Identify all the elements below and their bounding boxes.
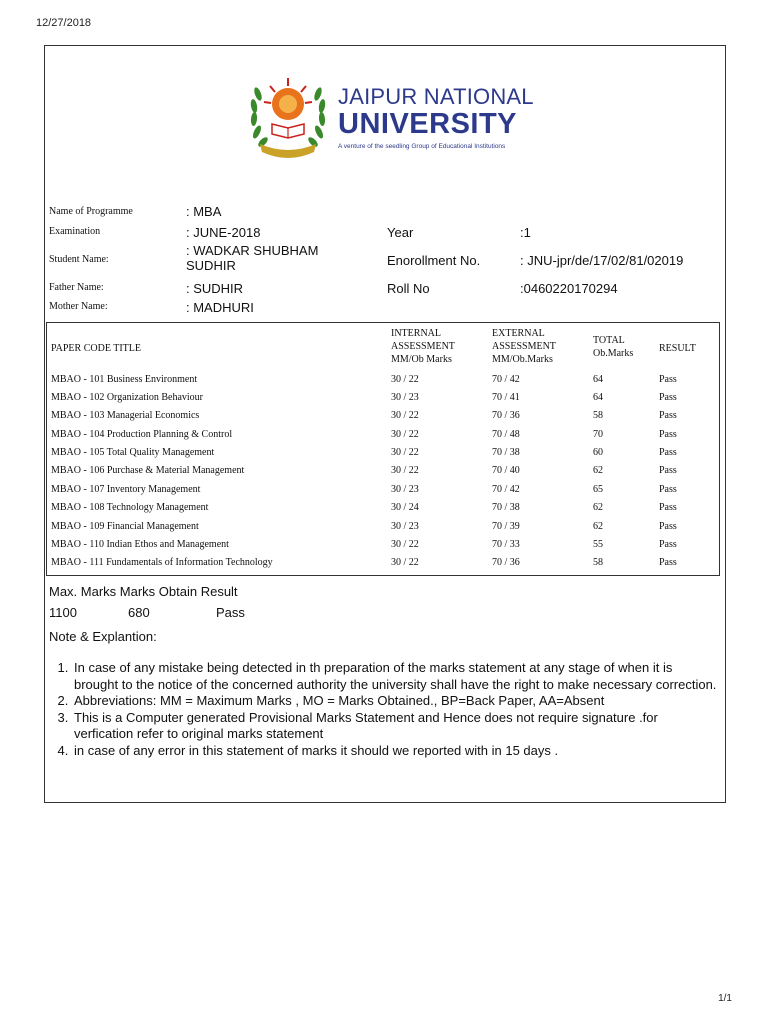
result-cell: Pass [659, 429, 677, 440]
mother-name-value: : MADHURI [186, 300, 254, 315]
table-row [47, 410, 719, 428]
internal-cell: 30 / 24 [391, 502, 419, 513]
internal-cell: 30 / 22 [391, 447, 419, 458]
notes-title: Note & Explantion: [49, 629, 157, 644]
paper-cell: MBAO - 102 Organization Behaviour [51, 392, 204, 403]
result-cell: Pass [659, 539, 677, 550]
result-cell: Pass [659, 374, 677, 385]
external-cell: 70 / 48 [492, 429, 520, 440]
header-total-1: TOTAL [593, 335, 625, 346]
enrollment-value: : JNU-jpr/de/17/02/81/02019 [520, 253, 684, 268]
header-external-3: MM/Ob.Marks [492, 354, 553, 365]
note-item: 4. in case of any error in this statement of marks it should we reported with in 15 days . [72, 743, 720, 760]
note-item: 3. This is a Computer generated Provisional Marks Statement and Hence does not require signature .for verfication refer to original marks statement [72, 710, 720, 743]
marks-obtained-value: 680 [128, 605, 150, 620]
table-row [47, 429, 719, 447]
internal-cell: 30 / 22 [391, 539, 419, 550]
paper-cell: MBAO - 106 Purchase & Material Management [51, 465, 245, 476]
result-cell: Pass [659, 465, 677, 476]
external-cell: 70 / 40 [492, 465, 520, 476]
table-row [47, 465, 719, 483]
notes-list [50, 660, 720, 759]
university-name-line1: JAIPUR NATIONAL [338, 84, 534, 109]
table-row [47, 539, 719, 557]
table-row [47, 392, 719, 410]
total-cell: 65 [593, 484, 603, 495]
table-row [47, 447, 719, 465]
university-name-line2: UNIVERSITY [338, 108, 518, 140]
paper-cell: MBAO - 111 Fundamentals of Information Technology [51, 557, 273, 568]
internal-cell: 30 / 23 [391, 392, 419, 403]
header-external-2: ASSESSMENT [492, 341, 556, 352]
result-cell: Pass [659, 392, 677, 403]
table-row [47, 374, 719, 392]
internal-cell: 30 / 22 [391, 465, 419, 476]
result-cell: Pass [659, 521, 677, 532]
total-cell: 62 [593, 521, 603, 532]
total-cell: 55 [593, 539, 603, 550]
paper-cell: MBAO - 104 Production Planning & Control [51, 429, 233, 440]
result-cell: Pass [659, 484, 677, 495]
programme-value: : MBA [186, 204, 222, 219]
father-name-value: : SUDHIR [186, 281, 244, 296]
print-date: 12/27/2018 [36, 17, 92, 29]
total-cell: 58 [593, 410, 603, 421]
roll-no-label: Roll No [387, 281, 430, 296]
note-item: 2. Abbreviations: MM = Maximum Marks , MO = Marks Obtained., BP=Back Paper, AA=Absent [72, 693, 720, 710]
internal-cell: 30 / 22 [391, 374, 419, 385]
total-cell: 58 [593, 557, 603, 568]
page-number: 1/1 [718, 993, 732, 1004]
result-cell: Pass [659, 557, 677, 568]
university-tagline: A venture of the seedling Group of Educational Institutions [338, 143, 506, 150]
external-cell: 70 / 39 [492, 521, 520, 532]
total-cell: 70 [593, 429, 603, 440]
internal-cell: 30 / 23 [391, 484, 419, 495]
total-cell: 62 [593, 502, 603, 513]
header-internal-3: MM/Ob Marks [391, 354, 452, 365]
summary-heading: Max. Marks Marks Obtain Result [49, 584, 238, 599]
external-cell: 70 / 38 [492, 502, 520, 513]
total-cell: 60 [593, 447, 603, 458]
enrollment-label: Enorollment No. [387, 253, 481, 268]
paper-cell: MBAO - 103 Managerial Economics [51, 410, 200, 421]
external-cell: 70 / 36 [492, 410, 520, 421]
year-value: :1 [520, 225, 531, 240]
overall-result-value: Pass [216, 605, 245, 620]
paper-cell: MBAO - 110 Indian Ethos and Management [51, 539, 229, 550]
header-paper: PAPER CODE TITLE [51, 343, 142, 354]
external-cell: 70 / 38 [492, 447, 520, 458]
paper-cell: MBAO - 108 Technology Management [51, 502, 209, 513]
external-cell: 70 / 42 [492, 484, 520, 495]
internal-cell: 30 / 22 [391, 410, 419, 421]
examination-value: : JUNE-2018 [186, 225, 261, 240]
total-cell: 64 [593, 374, 603, 385]
roll-no-value: :0460220170294 [520, 281, 618, 296]
note-item: 1. In case of any mistake being detected in th preparation of the marks statement at any stage of when it is brought to the notice of the concerned authority the university shall have the right to make necessary correction. [72, 660, 720, 693]
marks-table [46, 322, 720, 576]
year-label: Year [387, 225, 414, 240]
summary-values [49, 605, 349, 621]
result-cell: Pass [659, 502, 677, 513]
university-logo [248, 72, 534, 162]
internal-cell: 30 / 22 [391, 429, 419, 440]
internal-cell: 30 / 23 [391, 521, 419, 532]
table-row [47, 521, 719, 539]
student-name-value: : WADKAR SHUBHAM SUDHIR [186, 243, 319, 273]
external-cell: 70 / 42 [492, 374, 520, 385]
paper-cell: MBAO - 107 Inventory Management [51, 484, 201, 495]
result-cell: Pass [659, 410, 677, 421]
father-name-label: Father Name: [49, 282, 104, 293]
header-result: RESULT [659, 343, 696, 354]
mother-name-label: Mother Name: [49, 301, 108, 312]
header-total-2: Ob.Marks [593, 348, 634, 359]
university-emblem-icon [248, 72, 328, 162]
external-cell: 70 / 33 [492, 539, 520, 550]
total-cell: 64 [593, 392, 603, 403]
programme-label: Name of Programme [49, 206, 133, 217]
external-cell: 70 / 36 [492, 557, 520, 568]
total-cell: 62 [593, 465, 603, 476]
table-row [47, 557, 719, 575]
paper-cell: MBAO - 101 Business Environment [51, 374, 198, 385]
header-external-1: EXTERNAL [492, 328, 545, 339]
result-cell: Pass [659, 447, 677, 458]
student-name-label: Student Name: [49, 254, 109, 265]
max-marks-value: 1100 [49, 605, 77, 620]
paper-cell: MBAO - 105 Total Quality Management [51, 447, 215, 458]
paper-cell: MBAO - 109 Financial Management [51, 521, 199, 532]
external-cell: 70 / 41 [492, 392, 520, 403]
header-internal-1: INTERNAL [391, 328, 441, 339]
table-row [47, 502, 719, 520]
table-row [47, 484, 719, 502]
header-internal-2: ASSESSMENT [391, 341, 455, 352]
examination-label: Examination [49, 226, 101, 237]
internal-cell: 30 / 22 [391, 557, 419, 568]
